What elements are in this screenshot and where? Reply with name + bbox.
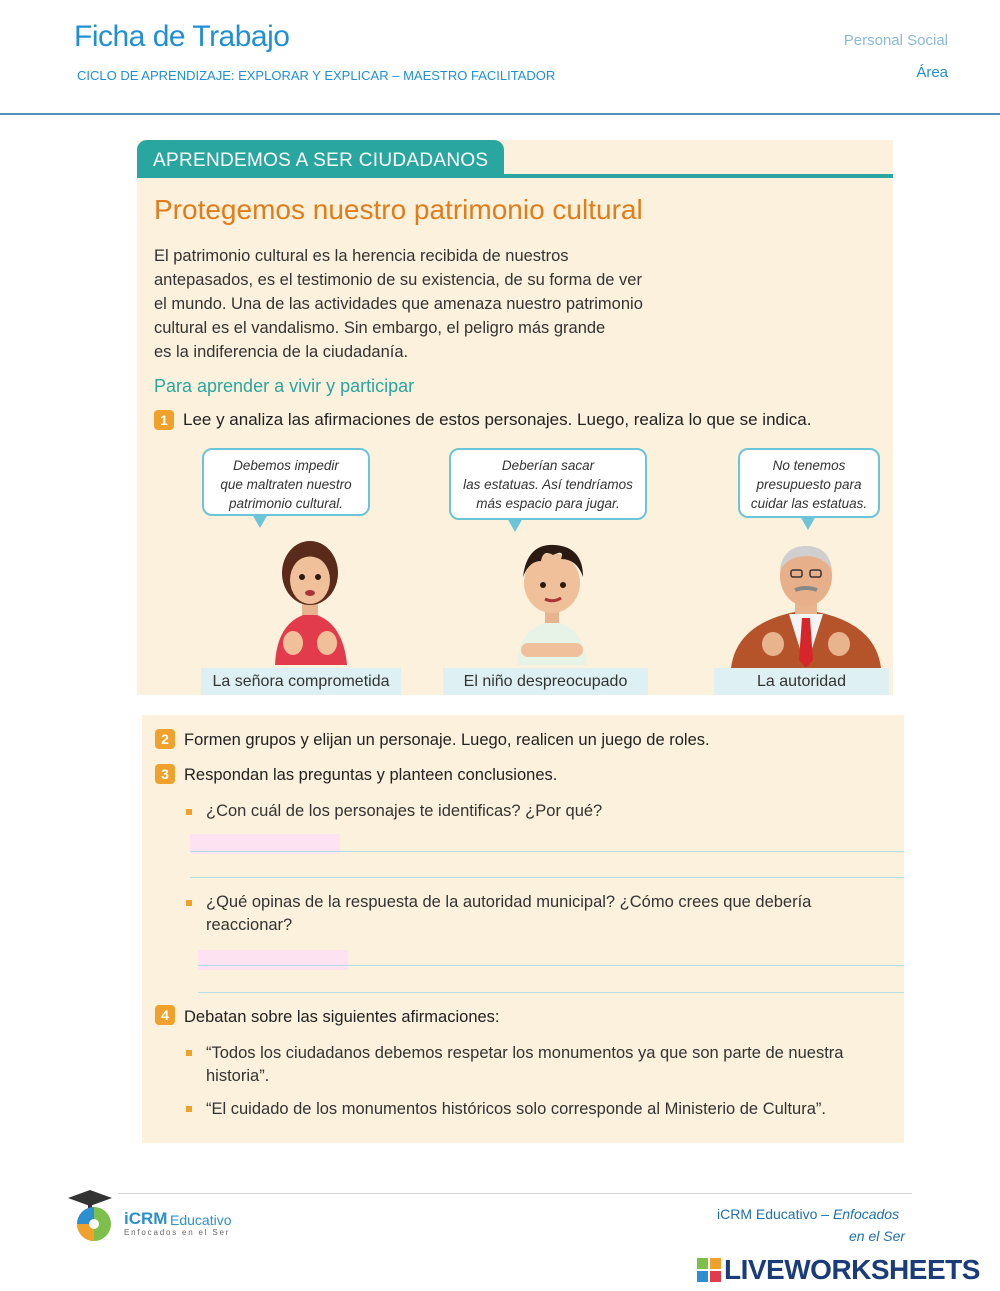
statement-1-text [206, 1042, 886, 1088]
activity-4-text: Debatan sobre las siguientes afirmaciones: [184, 1008, 500, 1026]
speech-bubble-woman [202, 448, 370, 516]
intro-line: antepasados, es el testimonio de su existencia, de su forma de ver [154, 271, 642, 289]
statement-line: “El cuidado de los monumentos históricos solo corresponde al Ministerio de Cultura”. [206, 1100, 826, 1118]
question-line: ¿Con cuál de los personajes te identificas? ¿Por qué? [206, 802, 603, 820]
logo-tagline: Enfocados en el Ser [124, 1228, 231, 1237]
area-label: Área [916, 64, 948, 81]
footer-brand-normal: iCRM Educativo – [717, 1206, 833, 1222]
question-1-text [206, 800, 886, 823]
answer-2-line-b [198, 992, 904, 993]
intro-line: el mundo. Una de las actividades que amenaza nuestro patrimonio [154, 295, 643, 313]
intro-line: es la indiferencia de la ciudadanía. [154, 343, 409, 361]
footer-divider [118, 1193, 912, 1194]
bubble-line: las estatuas. Así tendríamos [463, 477, 633, 492]
question-line: reaccionar? [206, 916, 293, 934]
bullet-square [186, 1106, 192, 1112]
label-woman: La señora comprometida [201, 668, 401, 695]
footer-brand-line-1 [717, 1206, 899, 1222]
woman-character-illustration [255, 525, 365, 665]
question-line: ¿Qué opinas de la respuesta de la autoridad municipal? ¿Cómo crees que debería [206, 893, 812, 911]
bubble-line: patrimonio cultural. [228, 496, 344, 511]
worksheet-subtitle: CICLO DE APRENDIZAJE: EXPLORAR Y EXPLICAR – MAESTRO FACILITADOR [77, 68, 556, 83]
activity-2-badge: 2 [155, 729, 175, 749]
activity-3-badge: 3 [155, 764, 175, 784]
bullet-square [186, 809, 192, 815]
header-divider [0, 113, 1000, 115]
subject-label: Personal Social [843, 32, 948, 49]
lesson-title: Protegemos nuestro patrimonio cultural [154, 194, 643, 225]
answer-2-line-a [198, 965, 904, 966]
bubble-line: Debemos impedir [233, 458, 339, 473]
speech-bubble-authority [738, 448, 880, 518]
activity-4-badge: 4 [155, 1005, 175, 1025]
bubble-line: Deberían sacar [501, 458, 595, 473]
activity-1-text: Lee y analiza las afirmaciones de estos personajes. Luego, realiza lo que se indica. [183, 410, 812, 429]
speech-bubble-boy [449, 448, 647, 520]
icrm-logo-icon [64, 1188, 122, 1244]
liveworksheets-logo-icon [697, 1258, 721, 1282]
boy-character-illustration [507, 535, 597, 665]
activity-2-text: Formen grupos y elijan un personaje. Luego, realicen un juego de roles. [184, 731, 710, 749]
logo-text-icrm: iCRM [124, 1209, 168, 1228]
question-2-text [206, 891, 886, 937]
bullet-square [186, 900, 192, 906]
statement-line: historia”. [206, 1067, 270, 1085]
answer-2-input[interactable] [198, 950, 348, 970]
worksheet-title: Ficha de Trabajo [74, 20, 290, 53]
intro-paragraph [154, 244, 714, 364]
bubble-line: cuidar las estatuas. [750, 496, 868, 511]
statement-2-text [206, 1098, 886, 1121]
bubble-line: que maltraten nuestro [220, 477, 352, 492]
activity-3-text: Respondan las preguntas y planteen conclusiones. [184, 766, 558, 784]
liveworksheets-wordmark: LIVEWORKSHEETS [724, 1254, 980, 1285]
footer-brand-italic: Enfocados [832, 1206, 900, 1222]
authority-character-illustration [731, 540, 881, 668]
intro-line: El patrimonio cultural es la herencia recibida de nuestros [154, 247, 569, 265]
bullet-square [186, 1050, 192, 1056]
bubble-line: No tenemos [772, 458, 846, 473]
statement-line: “Todos los ciudadanos debemos respetar los monumentos ya que son parte de nuestra [206, 1044, 844, 1062]
banner-underline [137, 174, 893, 178]
activity-1-badge: 1 [154, 410, 174, 430]
bubble-line: más espacio para jugar. [476, 496, 620, 511]
label-boy: El niño despreocupado [443, 668, 648, 695]
footer-brand-line-2: en el Ser [849, 1228, 906, 1244]
lesson-banner-text: APRENDEMOS A SER CIUDADANOS [153, 150, 489, 171]
logo-text-educativo: Educativo [170, 1212, 232, 1228]
answer-1-line-b [190, 877, 904, 878]
intro-line: cultural es el vandalismo. Sin embargo, el peligro más grande [154, 319, 606, 337]
label-authority: La autoridad [714, 668, 889, 695]
bubble-line: presupuesto para [756, 477, 862, 492]
textbook-page-bottom [142, 715, 904, 1143]
answer-1-line-a [190, 851, 904, 852]
section-heading: Para aprender a vivir y participar [154, 376, 415, 396]
textbook-page-top [137, 140, 893, 695]
